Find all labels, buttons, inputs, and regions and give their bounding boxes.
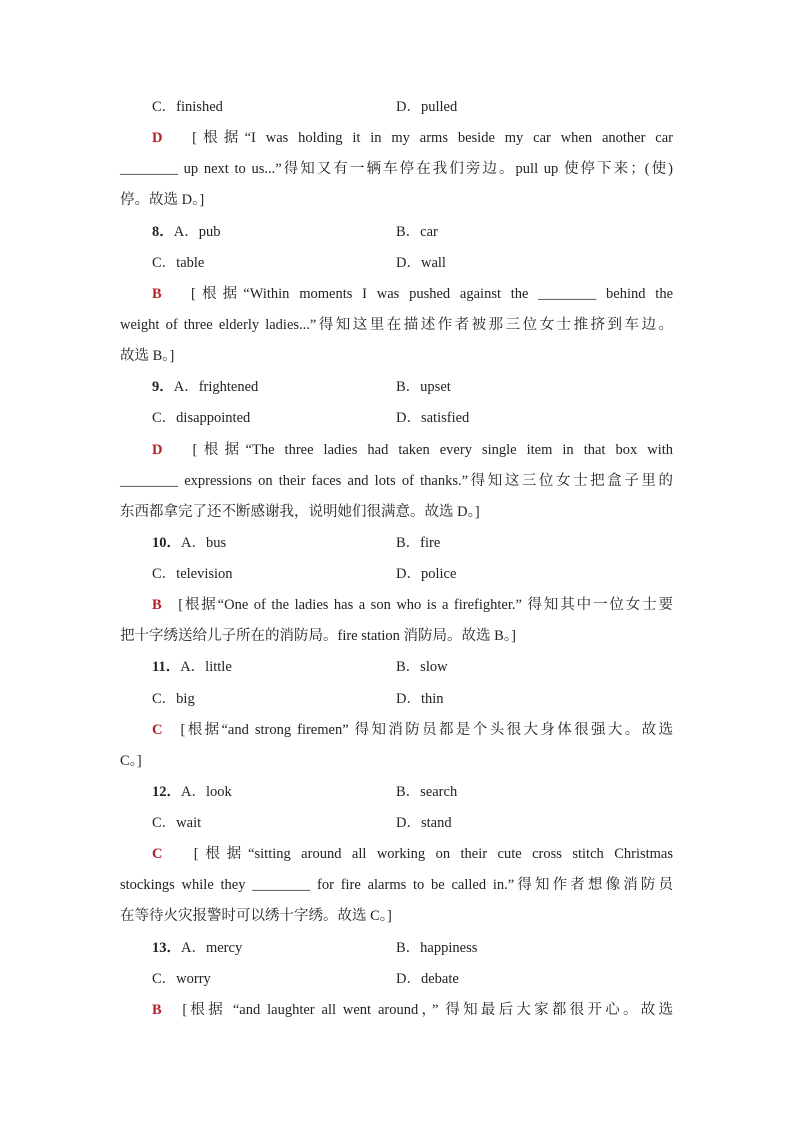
question-10-option-a: 10．A．bus: [152, 535, 227, 551]
question-8-option-b: B．car: [396, 224, 438, 240]
question-number: 13．: [152, 940, 181, 956]
question-11-option-c: C．big: [152, 691, 195, 707]
option-c: C．finished: [152, 99, 223, 115]
explanation-line: C [根据“and strong firemen” 得知消防员都是个头很大身体很强大。故选: [152, 722, 673, 738]
explanation-line: ________ expressions on their faces and lots of thanks.”得知这三位女士把盒子里的: [120, 473, 673, 489]
question-12-option-a: 12．A．look: [152, 784, 232, 800]
question-13-option-d: D．debate: [396, 971, 459, 987]
question-12-option-b: B．search: [396, 784, 458, 800]
explanation-line: weight of three elderly ladies...”得知这里在描述作者被那三位女士推挤到车边。: [120, 317, 673, 333]
explanation-line: B [根据“Within moments I was pushed against the ________ behind the: [152, 286, 674, 302]
explanation-line: 停。故选 D。]: [120, 192, 205, 208]
question-9-option-c: C．disappointed: [152, 410, 251, 426]
answer-letter: C: [152, 846, 163, 862]
question-8-option-a: 8．A．pub: [152, 224, 221, 240]
question-10-option-b: B．fire: [396, 535, 441, 551]
question-number: 10．: [152, 535, 181, 551]
question-11-option-d: D．thin: [396, 691, 444, 707]
question-9-option-b: B．upset: [396, 379, 451, 395]
explanation-line: C。]: [120, 753, 142, 769]
answer-letter: B: [152, 1002, 162, 1018]
question-9-option-d: D．satisfied: [396, 410, 470, 426]
question-8-option-d: D．wall: [396, 255, 446, 271]
question-12-option-d: D．stand: [396, 815, 452, 831]
explanation-line: 在等待火灾报警时可以绣十字绣。故选 C。]: [120, 908, 392, 924]
explanation-line: B [根据 “and laughter all went around，” 得知最后大家都很开心。故选: [152, 1002, 673, 1018]
answer-letter: B: [152, 597, 162, 613]
explanation-line: D [根据“The three ladies had taken every single item in that box with: [152, 442, 674, 458]
answer-letter: C: [152, 722, 163, 738]
question-9-option-a: 9．A．frightened: [152, 379, 259, 395]
question-13-option-c: C．worry: [152, 971, 211, 987]
option-d: D．pulled: [396, 99, 458, 115]
explanation-line: stockings while they ________ for fire alarms to be called in.”得知作者想像消防员: [120, 877, 673, 893]
explanation-line: B [根据“One of the ladies has a son who is a firefighter.” 得知其中一位女士要: [152, 597, 674, 613]
question-number: 11．: [152, 659, 181, 675]
explanation-line: [152, 128, 673, 148]
question-number: 9．: [152, 379, 174, 395]
explanation-text: [根据“I was holding it in my arms beside my car when another car: [192, 130, 674, 146]
question-number: 12．: [152, 784, 181, 800]
question-10-option-d: D．police: [396, 566, 457, 582]
question-11-option-a: 11．A．little: [152, 659, 232, 675]
answer-letter: B: [152, 286, 162, 302]
question-13-option-a: 13．A．mercy: [152, 940, 243, 956]
question-10-option-c: C．television: [152, 566, 233, 582]
explanation-line: 把十字绣送给儿子所在的消防局。fire station 消防局。故选 B。]: [120, 628, 516, 644]
question-8-option-c: C．table: [152, 255, 205, 271]
explanation-line: ________ up next to us...”得知又有一辆车停在我们旁边。pull up 使停下来；(使): [120, 161, 673, 177]
question-number: 8．: [152, 224, 174, 240]
explanation-line: 故选 B。]: [120, 348, 175, 364]
question-11-option-b: B．slow: [396, 659, 448, 675]
question-12-option-c: C．wait: [152, 815, 202, 831]
answer-letter: D: [152, 442, 163, 458]
explanation-line: C [根据“sitting around all working on their cute cross stitch Christmas: [152, 846, 673, 862]
answer-letter: D: [152, 130, 163, 146]
explanation-line: 东西都拿完了还不断感谢我，说明她们很满意。故选 D。]: [120, 504, 480, 520]
question-13-option-b: B．happiness: [396, 940, 478, 956]
